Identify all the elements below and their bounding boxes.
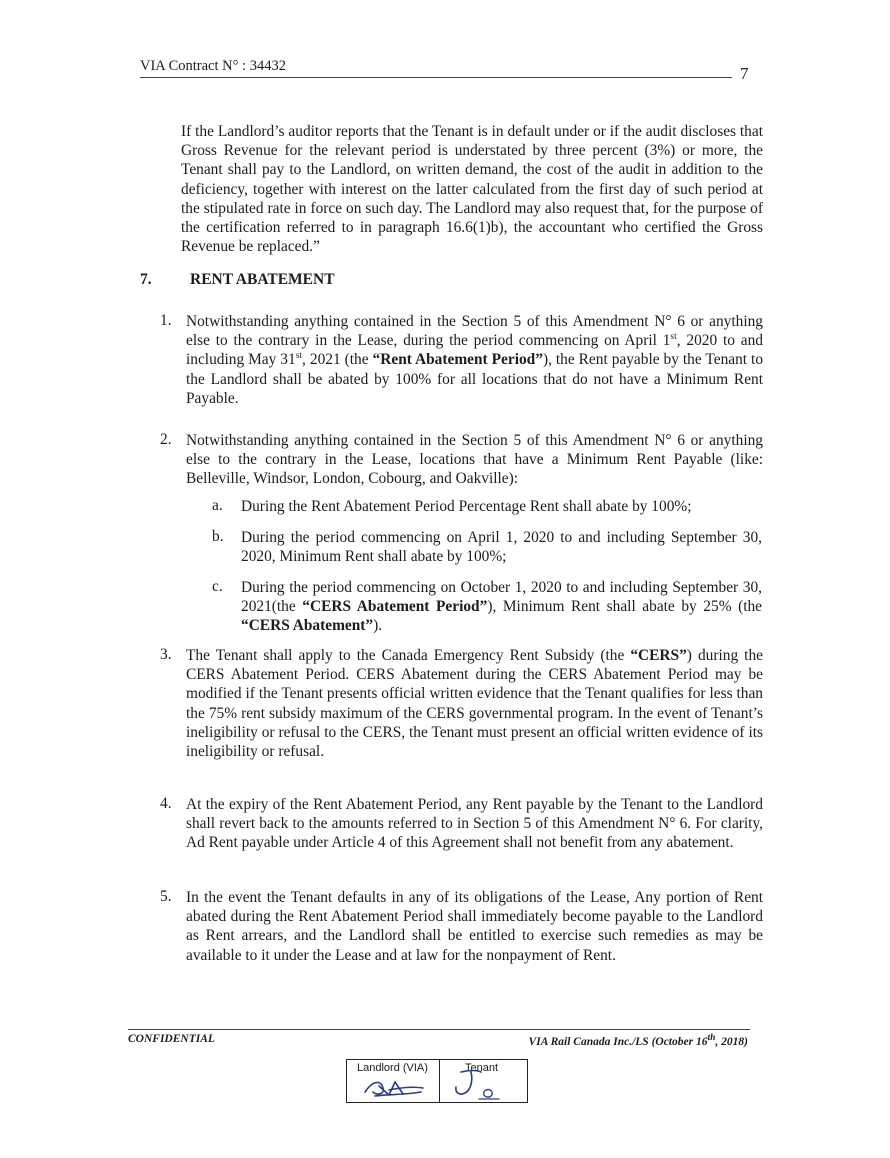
sub-item-letter: a.: [212, 497, 223, 514]
defined-term: “CERS Abatement Period”: [302, 598, 488, 616]
item-text: [186, 646, 763, 761]
superscript: st: [295, 351, 303, 362]
text-run: ), Minimum Rent shall abate by 25% (the: [487, 598, 763, 616]
section-number: 7.: [140, 271, 152, 288]
confidential-label: CONFIDENTIAL: [128, 1033, 215, 1045]
text-run: , 2020 to and including May 31: [186, 332, 763, 369]
item-number: 3.: [160, 646, 172, 663]
section-title: RENT ABATEMENT: [190, 271, 335, 288]
landlord-initials-signature: [359, 1076, 431, 1100]
initials-box: [346, 1059, 528, 1103]
text-run: , 2021 (the: [302, 351, 373, 369]
item-text: [186, 312, 763, 408]
text-run: , 2018): [715, 1036, 748, 1048]
tenant-label: Tenant: [465, 1062, 499, 1074]
footer-reference: [510, 1033, 748, 1048]
item-text: At the expiry of the Rent Abatement Period, any Rent payable by the Tenant to the Landlord shall revert back to the amounts referred to in Section 5 of this Amendment N° 6. For clarity, Ad Rent payable under Article 4 of this Agreement shall not benefit from any abatement.: [186, 796, 763, 852]
header-rule: [140, 77, 732, 78]
sub-item-letter: c.: [212, 578, 223, 595]
contract-number: VIA Contract N° : 34432: [140, 58, 286, 74]
text-run: VIA Rail Canada Inc./LS (October 16: [528, 1036, 708, 1048]
footer-rule: [128, 1029, 750, 1030]
text-run: ) during the CERS Abatement Period. CERS Abatement during the CERS Abatement Period may be modified if the Tenant presents official written evidence that the Tenant qualifies for less than the 75% rent subsidy maximum of the CERS governmental program. In the event of Tenant’s ineligibility or refusal to the CERS, the Tenant must present an official written evidence of its ineligibility or refusal.: [186, 647, 763, 761]
text-run: Notwithstanding anything contained in the Section 5 of this Amendment N° 6 or anything else to the contrary in the Lease, during the period commencing on April 1: [186, 313, 763, 350]
item-number: 5.: [160, 888, 172, 905]
text-run: During the period commencing on October 1, 2020 to and including September 30, 2021(the: [241, 579, 762, 616]
text-run: ).: [373, 617, 383, 635]
tenant-initials-signature: [447, 1066, 507, 1102]
sub-item-text: [241, 578, 762, 636]
sub-item-letter: b.: [212, 528, 224, 545]
item-number: 2.: [160, 431, 172, 448]
sub-item-text: During the period commencing on April 1, 2020 to and including September 30, 2020, Minimum Rent shall abate by 100%;: [241, 529, 762, 566]
initials-divider: [439, 1060, 440, 1102]
page-number: 7: [740, 64, 749, 83]
superscript: st: [670, 332, 677, 343]
item-text: In the event the Tenant defaults in any of its obligations of the Lease, Any portion of Rent abated during the Rent Abatement Period shall immediately become payable to the Landlord as Rent arrears, and the Landlord shall be entitled to exercise such remedies as may be available to it under the Lease and at law for the nonpayment of Rent.: [186, 889, 763, 964]
text-run: ), the Rent payable by the Tenant to the Landlord shall be abated by 100% for all locations that do not have a Minimum Rent Payable.: [186, 351, 764, 407]
item-number: 1.: [160, 312, 172, 329]
item-text: Notwithstanding anything contained in the Section 5 of this Amendment N° 6 or anything else to the contrary in the Lease, locations that have a Minimum Rent Payable (like: Belleville, Windsor, London, Cobourg, and Oakville):: [186, 432, 763, 488]
intro-paragraph: If the Landlord’s auditor reports that the Tenant is in default under or if the audit discloses that Gross Revenue for the relevant period is understated by three percent (3%) or more, the Tenant shall pay to the Landlord, on written demand, the cost of the audit in addition to the deficiency, together with interest on the latter calculated from the first day of such period at the stipulated rate in force on such day. The Landlord may also request that, for the purpose of the certification referred to in paragraph 16.6(1)b), the accountant who certified the Gross Revenue be replaced.”: [181, 123, 763, 256]
landlord-label: Landlord (VIA): [357, 1062, 428, 1074]
defined-term: “CERS”: [630, 647, 687, 664]
text-run: The Tenant shall apply to the Canada Emergency Rent Subsidy (the: [186, 647, 631, 664]
defined-term: “Rent Abatement Period”: [372, 351, 543, 369]
defined-term: “CERS Abatement”: [241, 617, 374, 635]
item-number: 4.: [160, 795, 172, 812]
superscript: th: [707, 1033, 716, 1044]
sub-item-text: During the Rent Abatement Period Percentage Rent shall abate by 100%;: [241, 498, 692, 515]
